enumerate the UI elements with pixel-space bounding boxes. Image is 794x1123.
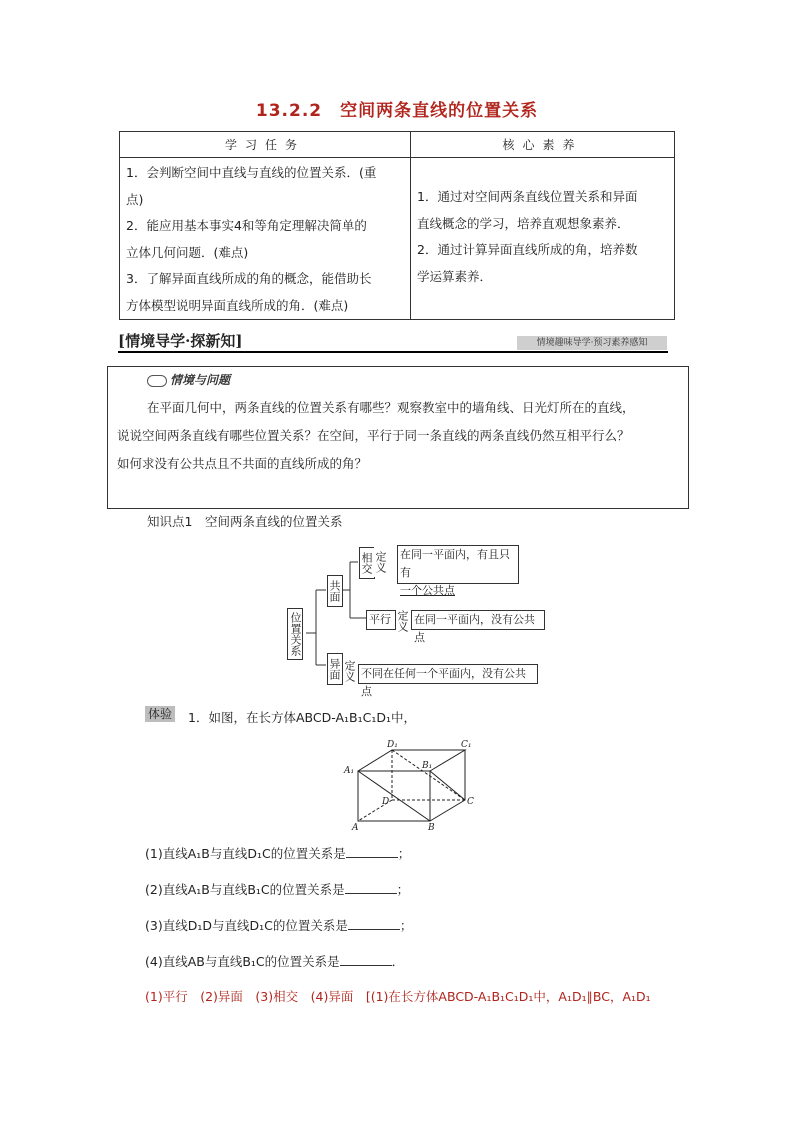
task-line: 3．了解异面直线所成的角的概念，能借助长: [126, 271, 372, 286]
task-line: 1．会判断空间中直线与直线的位置关系．(重: [126, 165, 377, 180]
knowledge-point-title: 知识点1 空间两条直线的位置关系: [147, 514, 343, 529]
cuboid-diagonal-b1c: [430, 771, 465, 800]
table-header-tasks: 学习任务: [120, 132, 411, 158]
section-heading: [情境导学·探新知]: [118, 332, 243, 350]
root-node: 位置关系: [287, 608, 303, 660]
question-3: (3)直线D₁D与直线D₁C的位置关系是 ；: [145, 918, 413, 933]
question-1: (1)直线A₁B与直线D₁C的位置关系是 ；: [145, 846, 411, 861]
cuboid-diagonal-a1b: [358, 771, 430, 821]
label-C1: C₁: [461, 740, 472, 750]
literacy-line: 学运算素养．: [417, 268, 493, 284]
situation-line: 如何求没有公共点且不共面的直线所成的角？: [117, 456, 368, 471]
cuboid-diagonal-d1c: [392, 750, 465, 800]
situation-line: 在平面几何中，两条直线的位置关系有哪些？观察教室中的墙角线、日光灯所在的直线，: [147, 400, 635, 415]
tree-branch-root: [306, 590, 326, 665]
page-title: 13.2.2 空间两条直线的位置关系: [255, 101, 539, 121]
literacy-cell: [411, 158, 675, 320]
answer-blank[interactable]: [340, 953, 392, 966]
intersect-definition: 在同一平面内，有且只有 一个公共点: [397, 545, 519, 584]
task-line: 点): [126, 191, 144, 207]
label-B1: B₁: [422, 761, 433, 771]
skew-node: 异面: [327, 653, 343, 685]
label-A: A: [352, 823, 359, 833]
task-line: 方体模型说明异面直线所成的角．(难点): [126, 297, 349, 313]
tasks-cell: [120, 158, 411, 320]
literacy-line: 1．通过对空间两条直线位置关系和异面: [417, 189, 638, 204]
label-B: B: [428, 823, 435, 833]
parallel-node: 平行: [366, 610, 396, 630]
coplanar-node: 共面: [327, 575, 343, 607]
task-table: [119, 131, 675, 320]
section-tag: 情境趣味导学·预习素养感知: [517, 336, 667, 350]
situation-icon: [147, 375, 167, 387]
answer-blank[interactable]: [348, 917, 400, 930]
literacy-line: 2．通过计算异面直线所成的角，培养数: [417, 242, 638, 257]
parallel-def-label: 定义: [396, 606, 410, 636]
label-C: C: [467, 797, 474, 807]
label-D1: D₁: [387, 740, 398, 750]
label-D: D: [382, 797, 390, 807]
table-header-literacy: 核心素养: [411, 132, 675, 158]
cuboid-top-face: [358, 750, 465, 771]
answer-line: (1)平行 (2)异面 (3)相交 (4)异面 [(1)在长方体ABCD-A₁B₁C₁D₁中，A₁D₁∥BC，A₁D₁: [145, 989, 651, 1004]
question-2: (2)直线A₁B与直线B₁C的位置关系是 ；: [145, 882, 410, 897]
answer-blank[interactable]: [345, 881, 397, 894]
situation-label: 情境与问题: [147, 371, 230, 388]
literacy-line: 直线概念的学习，培养直观想象素养．: [417, 215, 630, 231]
situation-line: 说说空间两条直线有哪些位置关系？在空间，平行于同一条直线的两条直线仍然互相平行么？: [117, 428, 630, 443]
skew-definition: 不同在任何一个平面内，没有公共点: [358, 664, 538, 684]
label-A1: A₁: [344, 766, 355, 776]
task-line: 立体几何问题．(难点): [126, 244, 249, 260]
cuboid-figure: [340, 738, 490, 833]
section-rule: [118, 351, 668, 353]
intersect-node: 相交: [359, 547, 375, 579]
exercise-intro: 1．如图，在长方体ABCD-A₁B₁C₁D₁中，: [188, 710, 416, 725]
task-line: 2．能应用基本事实4和等角定理解决简单的: [126, 218, 367, 233]
parallel-definition: 在同一平面内，没有公共点: [411, 610, 545, 630]
exercise-tag: 体验: [145, 706, 175, 722]
intersect-def-label: 定义: [374, 547, 388, 577]
question-4: (4)直线AB与直线B₁C的位置关系是 ．: [145, 954, 405, 969]
skew-def-label: 定义: [343, 656, 357, 686]
answer-blank[interactable]: [346, 845, 398, 858]
